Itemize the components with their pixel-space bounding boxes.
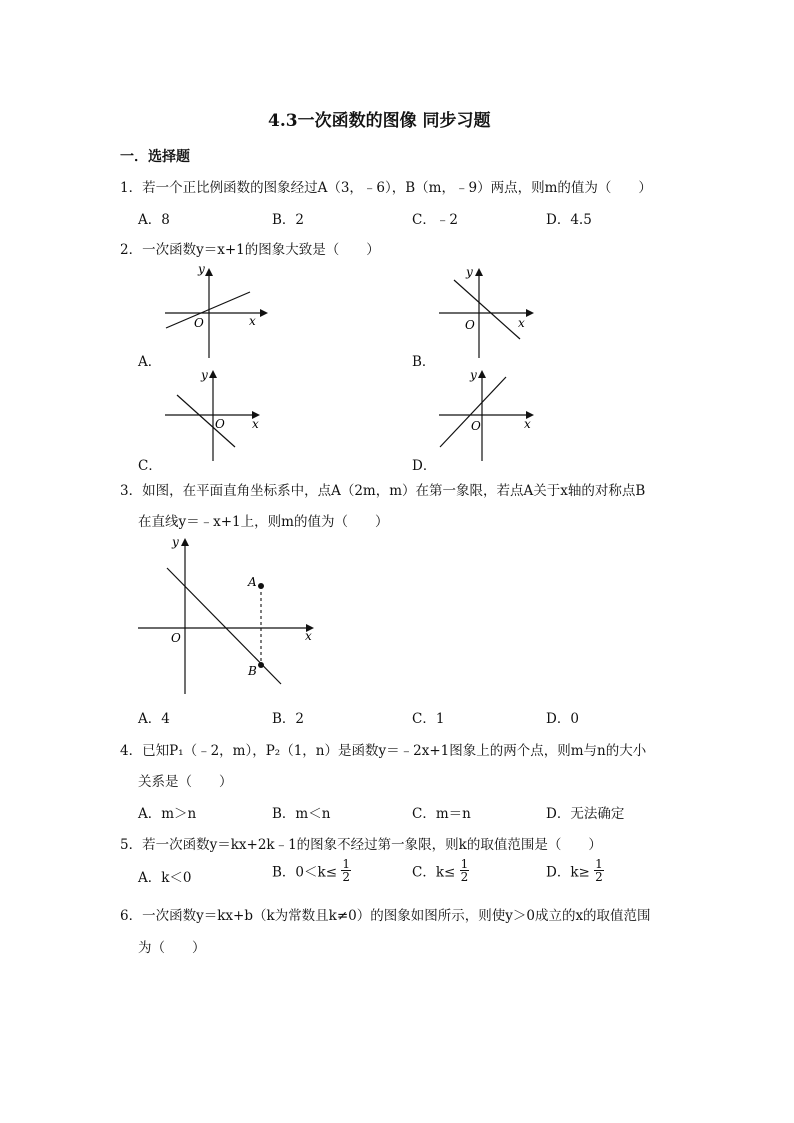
origin-label: O — [465, 318, 475, 332]
q3-figure — [134, 532, 324, 702]
y-axis-arrow — [478, 370, 486, 378]
question-5-stem: 5．若一次函数y＝kx+2k﹣1的图象不经过第一象限，则k的取值范围是（ ） — [120, 837, 602, 853]
q5-option-b[interactable] — [272, 858, 351, 883]
question-3-line-1: 3．如图，在平面直角坐标系中，点A（2m，m）在第一象限，若点A关于x轴的对称点B — [120, 483, 646, 499]
q2-option-a[interactable]: A． — [138, 354, 162, 370]
origin-label: O — [171, 631, 181, 645]
x-axis-arrow — [260, 309, 268, 317]
q4-option-a[interactable]: A．m＞n — [138, 806, 197, 822]
y-axis-arrow — [181, 538, 189, 546]
y-label: y — [172, 535, 179, 549]
y-label: y — [466, 265, 473, 279]
q5-option-a[interactable]: A．k＜0 — [138, 870, 192, 886]
question-4-line-1: 4．已知P₁（﹣2，m），P₂（1，n）是函数y＝﹣2x+1图象上的两个点，则m与n的大小 — [120, 743, 647, 759]
y-axis-arrow — [205, 268, 213, 276]
y-label: y — [470, 368, 477, 382]
fraction-denominator: 2 — [595, 870, 603, 884]
fraction-numerator: 1 — [342, 857, 350, 871]
x-axis-arrow — [526, 309, 534, 317]
function-line — [166, 292, 250, 328]
q2-option-d[interactable]: D． — [412, 458, 437, 474]
point-b-label: B — [248, 664, 257, 678]
y-label: y — [201, 368, 208, 382]
q4-option-d[interactable]: D．无法确定 — [546, 806, 625, 822]
q5-option-b-text: B．0＜k≤ — [272, 864, 338, 881]
q1-option-b[interactable]: B．2 — [272, 212, 305, 228]
q5-option-c[interactable] — [412, 858, 469, 883]
x-label: x — [249, 314, 256, 328]
point-a-label: A — [248, 575, 257, 589]
question-4-line-2: 关系是（ ） — [138, 774, 233, 790]
origin-label: O — [194, 316, 204, 330]
fraction-numerator: 1 — [460, 857, 469, 871]
fraction-denominator: 2 — [342, 870, 350, 884]
q2-option-b[interactable]: B． — [412, 354, 436, 370]
q5-option-d[interactable] — [546, 858, 604, 883]
fraction-one-half — [341, 858, 351, 883]
origin-label: O — [471, 419, 481, 433]
section-heading: 一．选择题 — [120, 149, 190, 165]
q3-option-c[interactable]: C．1 — [412, 711, 445, 727]
function-line — [454, 280, 520, 339]
q5-option-d-text: D．k≥ — [546, 864, 590, 881]
q2-graph-d — [434, 365, 544, 465]
fraction-one-half — [594, 858, 604, 883]
page-title: 4.3一次函数的图像 同步习题 — [268, 111, 491, 131]
q3-option-a[interactable]: A．4 — [138, 711, 170, 727]
q2-graph-a — [160, 262, 270, 362]
y-label: y — [198, 262, 205, 276]
q3-option-b[interactable]: B．2 — [272, 711, 305, 727]
q2-graph-c — [160, 365, 270, 465]
q4-option-b[interactable]: B．m＜n — [272, 806, 331, 822]
x-label: x — [252, 417, 259, 431]
q1-option-d[interactable]: D．4.5 — [546, 212, 592, 228]
origin-label: O — [215, 417, 225, 431]
fraction-one-half — [460, 858, 470, 883]
q2-option-c[interactable]: C． — [138, 458, 162, 474]
q3-option-d[interactable]: D．0 — [546, 711, 579, 727]
q1-option-a[interactable]: A．8 — [138, 212, 170, 228]
function-line — [440, 377, 506, 447]
question-3-line-2: 在直线y＝﹣x+1上，则m的值为（ ） — [138, 514, 389, 530]
point-b — [258, 662, 264, 668]
q4-option-c[interactable]: C．m＝n — [412, 806, 471, 822]
y-axis-arrow — [475, 268, 483, 276]
q1-option-c[interactable]: C．﹣2 — [412, 212, 458, 228]
x-label: x — [524, 417, 531, 431]
x-label: x — [305, 629, 312, 643]
q2-graph-b — [434, 262, 544, 362]
question-6-line-1: 6．一次函数y＝kx+b（k为常数且k≠0）的图象如图所示，则使y＞0成立的x的取值范围 — [120, 908, 651, 924]
point-a — [258, 583, 264, 589]
fraction-numerator: 1 — [595, 857, 603, 871]
question-1-stem: 1．若一个正比例函数的图象经过A（3，﹣6），B（m，﹣9）两点，则m的值为（ ） — [120, 180, 652, 196]
x-label: x — [518, 316, 525, 330]
question-2-stem: 2．一次函数y＝x+1的图象大致是（ ） — [120, 242, 380, 258]
q5-option-c-text: C．k≤ — [412, 864, 456, 881]
y-axis-arrow — [209, 370, 217, 378]
function-line — [177, 395, 235, 447]
fraction-denominator: 2 — [460, 870, 469, 884]
question-6-line-2: 为（ ） — [138, 940, 206, 956]
